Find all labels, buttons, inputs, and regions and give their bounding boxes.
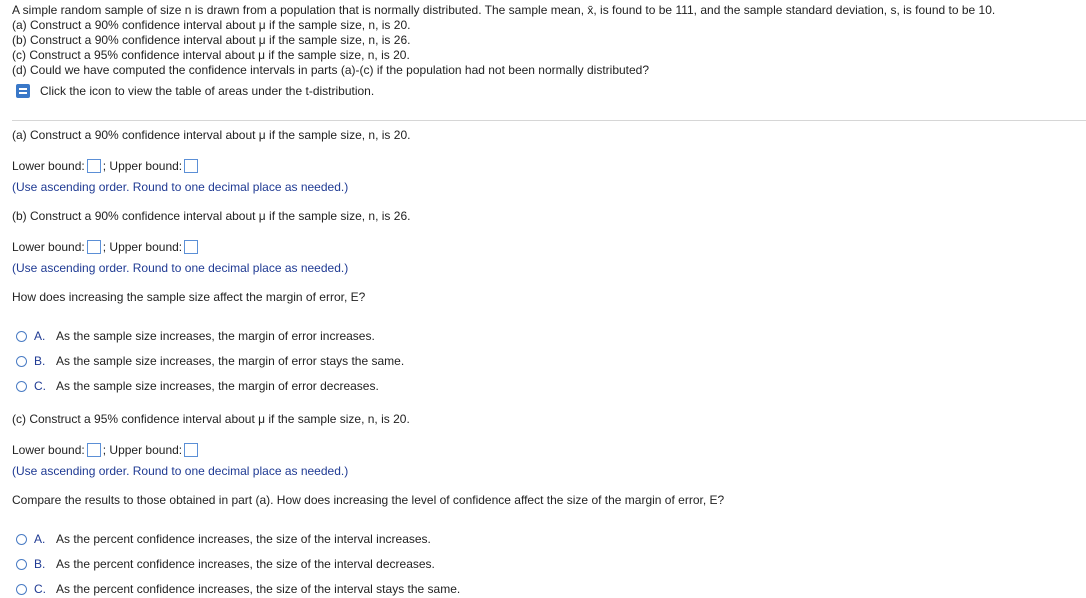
part-c-option-c[interactable]: C. As the percent confidence increases, the size of the interval stays the same. [16, 582, 460, 596]
t-table-link[interactable] [16, 84, 374, 98]
upper-bound-label: ; Upper bound: [102, 240, 183, 254]
part-c-lower-input[interactable] [87, 443, 101, 457]
radio-button[interactable] [16, 534, 27, 545]
t-table-link-text[interactable]: Click the icon to view the table of areas under the t-distribution. [40, 84, 375, 98]
part-c-option-a[interactable]: A. As the percent confidence increases, the size of the interval increases. [16, 532, 431, 546]
part-c-hint: (Use ascending order. Round to one decimal place as needed.) [12, 464, 349, 478]
part-b-hint: (Use ascending order. Round to one decimal place as needed.) [12, 261, 349, 275]
part-b-bounds [12, 240, 200, 254]
lower-bound-label: Lower bound: [12, 443, 85, 457]
part-c-title: (c) Construct a 95% confidence interval about μ if the sample size, n, is 20. [12, 412, 410, 426]
part-a-hint: (Use ascending order. Round to one decimal place as needed.) [12, 180, 349, 194]
part-b-question: How does increasing the sample size affect the margin of error, E? [12, 290, 366, 304]
problem-part-b: (b) Construct a 90% confidence interval about μ if the sample size, n, is 26. [12, 33, 411, 47]
table-icon[interactable] [16, 84, 30, 98]
problem-part-d: (d) Could we have computed the confidence intervals in parts (a)-(c) if the population had not been normally distributed? [12, 63, 650, 77]
radio-button[interactable] [16, 356, 27, 367]
part-b-lower-input[interactable] [87, 240, 101, 254]
part-c-bounds [12, 443, 200, 457]
upper-bound-label: ; Upper bound: [102, 443, 183, 457]
upper-bound-label: ; Upper bound: [102, 159, 183, 173]
part-b-option-b[interactable]: B. As the sample size increases, the margin of error stays the same. [16, 354, 404, 368]
part-c-question: Compare the results to those obtained in part (a). How does increasing the level of confidence affect the size of the margin of error, E? [12, 493, 725, 507]
lower-bound-label: Lower bound: [12, 240, 85, 254]
part-b-title: (b) Construct a 90% confidence interval about μ if the sample size, n, is 26. [12, 209, 411, 223]
part-c-upper-input[interactable] [184, 443, 198, 457]
section-divider [12, 120, 1086, 121]
problem-part-c: (c) Construct a 95% confidence interval about μ if the sample size, n, is 20. [12, 48, 410, 62]
part-a-lower-input[interactable] [87, 159, 101, 173]
radio-button[interactable] [16, 584, 27, 595]
radio-button[interactable] [16, 381, 27, 392]
part-c-option-b[interactable]: B. As the percent confidence increases, the size of the interval decreases. [16, 557, 435, 571]
part-b-option-a[interactable]: A. As the sample size increases, the margin of error increases. [16, 329, 375, 343]
radio-button[interactable] [16, 559, 27, 570]
problem-part-a: (a) Construct a 90% confidence interval about μ if the sample size, n, is 20. [12, 18, 411, 32]
radio-button[interactable] [16, 331, 27, 342]
lower-bound-label: Lower bound: [12, 159, 85, 173]
problem-statement: A simple random sample of size n is drawn from a population that is normally distributed. The sample mean, x̄, is found to be 111, and the sample standard deviation, s, is found to be 10. [12, 3, 996, 17]
part-a-title: (a) Construct a 90% confidence interval about μ if the sample size, n, is 20. [12, 128, 411, 142]
part-a-upper-input[interactable] [184, 159, 198, 173]
part-b-option-c[interactable]: C. As the sample size increases, the margin of error decreases. [16, 379, 379, 393]
part-b-upper-input[interactable] [184, 240, 198, 254]
part-a-bounds [12, 159, 200, 173]
